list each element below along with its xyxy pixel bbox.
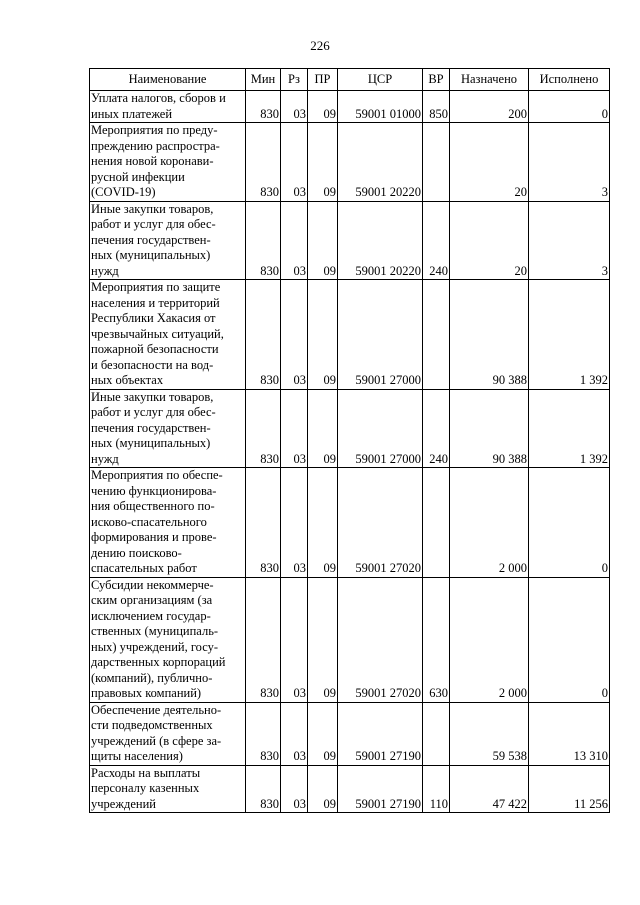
name-line: Мероприятия по преду- <box>91 123 218 137</box>
table-row <box>90 389 610 468</box>
table-row <box>90 91 610 123</box>
cell-min: 830 <box>246 702 281 765</box>
cell-rz: 03 <box>281 577 308 702</box>
name-line: преждению распростра- <box>91 138 220 153</box>
name-line: ных (муниципальных) <box>91 436 211 450</box>
cell-assigned: 20 <box>450 201 529 280</box>
name-line: иных платежей <box>91 106 173 121</box>
name-line: чению функционирова- <box>91 483 217 498</box>
cell-vr: 240 <box>423 389 450 468</box>
cell-csr: 59001 27190 <box>338 702 423 765</box>
name-line: Субсидии некоммерче- <box>91 577 214 592</box>
name-line: спасательных работ <box>91 561 197 575</box>
cell-vr <box>423 702 450 765</box>
cell-pr: 09 <box>308 201 338 280</box>
cell-executed: 1 392 <box>529 389 610 468</box>
cell-vr: 110 <box>423 765 450 813</box>
cell-executed: 13 310 <box>529 702 610 765</box>
name-line: Расходы на выплаты <box>91 765 201 780</box>
name-line: Мероприятия по обеспе- <box>91 468 223 482</box>
cell-rz: 03 <box>281 389 308 468</box>
name-line: Республики Хакасия от <box>91 311 216 325</box>
cell-rz: 03 <box>281 91 308 123</box>
name-line: ния общественного по- <box>91 499 215 513</box>
name-line: пожарной безопасности <box>91 342 219 356</box>
name-line: и безопасности на вод- <box>91 357 214 372</box>
cell-assigned: 20 <box>450 123 529 202</box>
header-name: Наименование <box>90 69 246 91</box>
cell-min: 830 <box>246 765 281 813</box>
header-vr: ВР <box>423 69 450 91</box>
cell-pr: 09 <box>308 123 338 202</box>
name-line: печения государствен- <box>91 232 211 247</box>
cell-rz: 03 <box>281 765 308 813</box>
name-line: Иные закупки товаров, <box>91 201 214 216</box>
cell-assigned: 90 388 <box>450 389 529 468</box>
header-rz: Рз <box>281 69 308 91</box>
name-line: нения новой коронави- <box>91 154 214 168</box>
cell-min: 830 <box>246 123 281 202</box>
name-line: исково-спасательного <box>91 514 207 529</box>
name-line: (компаний), публично- <box>91 670 213 685</box>
cell-executed: 3 <box>529 201 610 280</box>
name-line: сти подведомственных <box>91 718 213 732</box>
cell-assigned: 59 538 <box>450 702 529 765</box>
name-line: ных) учреждений, госу- <box>91 639 218 654</box>
budget-table <box>89 68 610 813</box>
cell-csr: 59001 27000 <box>338 280 423 390</box>
cell-name <box>90 123 246 202</box>
cell-vr: 240 <box>423 201 450 280</box>
name-line: печения государствен- <box>91 420 211 435</box>
cell-vr <box>423 123 450 202</box>
cell-min: 830 <box>246 389 281 468</box>
cell-executed: 0 <box>529 91 610 123</box>
cell-pr: 09 <box>308 280 338 390</box>
table-row <box>90 577 610 702</box>
cell-assigned: 2 000 <box>450 468 529 578</box>
name-line: учреждений (в сфере за- <box>91 733 222 748</box>
cell-rz: 03 <box>281 123 308 202</box>
table-row <box>90 280 610 390</box>
cell-csr: 59001 27190 <box>338 765 423 813</box>
cell-csr: 59001 27020 <box>338 468 423 578</box>
name-line: чрезвычайных ситуаций, <box>91 326 224 341</box>
cell-vr: 630 <box>423 577 450 702</box>
cell-csr: 59001 27000 <box>338 389 423 468</box>
cell-pr: 09 <box>308 91 338 123</box>
cell-name <box>90 389 246 468</box>
table-row <box>90 765 610 813</box>
name-line: учреждений <box>91 796 156 811</box>
table-row <box>90 468 610 578</box>
name-line: русной инфекции <box>91 169 185 184</box>
cell-min: 830 <box>246 201 281 280</box>
cell-vr <box>423 280 450 390</box>
cell-executed: 1 392 <box>529 280 610 390</box>
cell-pr: 09 <box>308 389 338 468</box>
table-header-row <box>90 69 610 91</box>
name-line: правовых компаний) <box>91 686 202 700</box>
cell-name <box>90 702 246 765</box>
name-line: Обеспечение деятельно- <box>91 702 222 717</box>
cell-min: 830 <box>246 91 281 123</box>
cell-executed: 0 <box>529 468 610 578</box>
cell-name <box>90 201 246 280</box>
cell-rz: 03 <box>281 468 308 578</box>
cell-assigned: 200 <box>450 91 529 123</box>
cell-min: 830 <box>246 468 281 578</box>
cell-rz: 03 <box>281 702 308 765</box>
name-line: нужд <box>91 263 119 278</box>
name-line: Иные закупки товаров, <box>91 389 214 404</box>
cell-name <box>90 468 246 578</box>
cell-assigned: 90 388 <box>450 280 529 390</box>
cell-name <box>90 577 246 702</box>
name-line: щиты населения) <box>91 749 183 763</box>
cell-min: 830 <box>246 577 281 702</box>
name-line: Мероприятия по защите <box>91 280 221 294</box>
name-line: населения и территорий <box>91 295 220 310</box>
cell-executed: 11 256 <box>529 765 610 813</box>
cell-csr: 59001 27020 <box>338 577 423 702</box>
cell-name <box>90 91 246 123</box>
cell-assigned: 2 000 <box>450 577 529 702</box>
cell-csr: 59001 01000 <box>338 91 423 123</box>
header-pr: ПР <box>308 69 338 91</box>
name-line: ским организациям (за <box>91 593 213 607</box>
table-row <box>90 201 610 280</box>
name-line: ных объектах <box>91 373 164 387</box>
name-line: Уплата налогов, сборов и <box>91 91 226 105</box>
cell-assigned: 47 422 <box>450 765 529 813</box>
cell-pr: 09 <box>308 702 338 765</box>
name-line: дарственных корпораций <box>91 655 226 669</box>
cell-rz: 03 <box>281 201 308 280</box>
cell-executed: 3 <box>529 123 610 202</box>
cell-pr: 09 <box>308 765 338 813</box>
cell-pr: 09 <box>308 577 338 702</box>
name-line: дению поисково- <box>91 545 182 560</box>
cell-pr: 09 <box>308 468 338 578</box>
header-executed: Исполнено <box>529 69 610 91</box>
cell-rz: 03 <box>281 280 308 390</box>
cell-csr: 59001 20220 <box>338 201 423 280</box>
table-row <box>90 123 610 202</box>
cell-csr: 59001 20220 <box>338 123 423 202</box>
name-line: работ и услуг для обес- <box>91 405 216 419</box>
name-line: ственных (муниципаль- <box>91 624 219 638</box>
cell-name <box>90 765 246 813</box>
cell-min: 830 <box>246 280 281 390</box>
page-number: 226 <box>310 38 330 53</box>
cell-executed: 0 <box>529 577 610 702</box>
header-min: Мин <box>246 69 281 91</box>
name-line: (COVID-19) <box>91 185 156 199</box>
name-line: работ и услуг для обес- <box>91 217 216 231</box>
name-line: нужд <box>91 451 119 466</box>
header-assigned: Назначено <box>450 69 529 91</box>
table-body <box>90 91 610 813</box>
cell-name <box>90 280 246 390</box>
cell-vr <box>423 468 450 578</box>
name-line: исключением государ- <box>91 608 211 623</box>
name-line: персоналу казенных <box>91 781 200 795</box>
name-line: формирования и прове- <box>91 530 217 544</box>
header-csr: ЦСР <box>338 69 423 91</box>
name-line: ных (муниципальных) <box>91 248 211 262</box>
cell-vr: 850 <box>423 91 450 123</box>
table-row <box>90 702 610 765</box>
